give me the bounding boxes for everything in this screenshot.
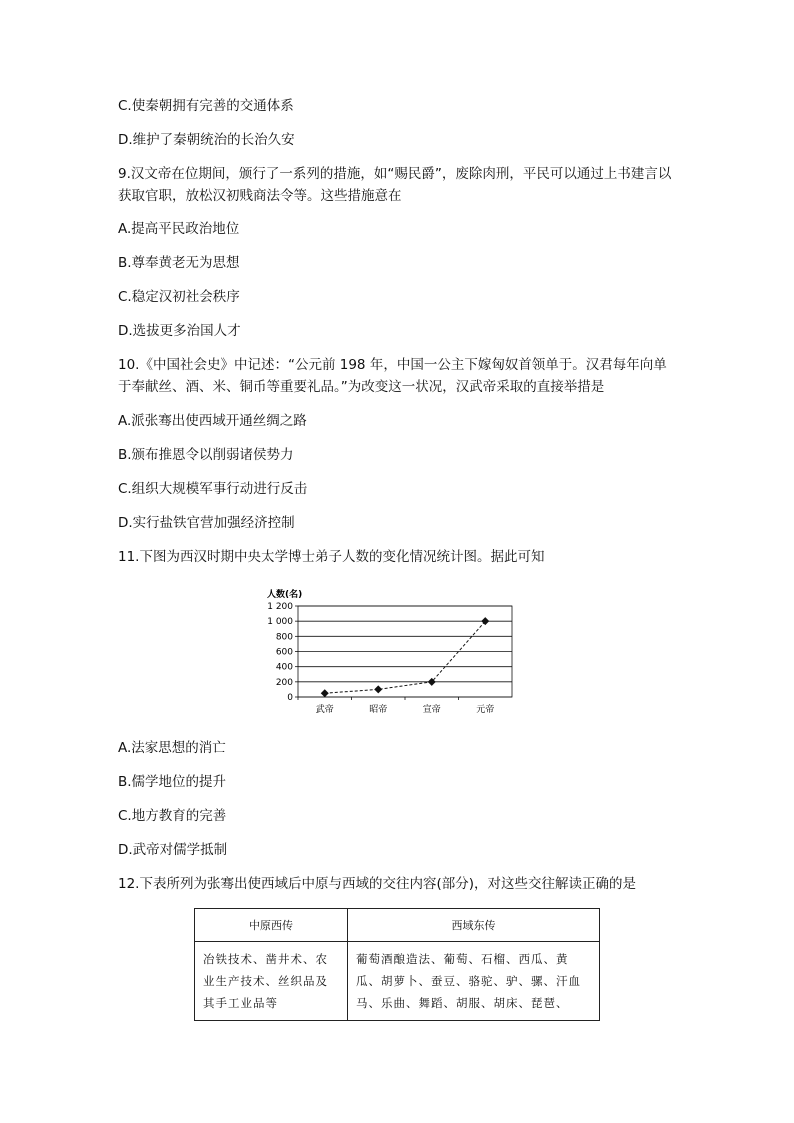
x-tick-label: 元帝 xyxy=(476,705,495,715)
option-9d: D.选拔更多治国人才 xyxy=(118,323,241,339)
option-11d: D.武帝对儒学抵制 xyxy=(118,842,228,858)
y-tick-label: 600 xyxy=(275,647,293,658)
option-9c: C.稳定汉初社会秩序 xyxy=(118,289,240,305)
y-tick-label: 1 000 xyxy=(267,617,293,628)
data-point xyxy=(374,685,382,693)
y-tick-label: 400 xyxy=(275,662,293,673)
y-tick-label: 1 200 xyxy=(267,602,293,612)
x-tick-label: 武帝 xyxy=(315,705,334,715)
question-10-stem: 10.《中国社会史》中记述：“公元前 198 年，中国一公主下嫁匈奴首领单于。汉君每年向单于奉献丝、酒、米、铜币等重要礼品。”为改变这一状况，汉武帝采取的直接举措是 xyxy=(118,357,667,395)
option-8c: C.使秦朝拥有完善的交通体系 xyxy=(118,98,294,114)
cell-eastward-items: 葡萄酒酿造法、葡萄、石榴、西瓜、黄瓜、胡萝卜、蚕豆、骆驼、驴、骡、汗血马、乐曲、舞蹈、胡服、胡床、琵琶、 xyxy=(348,942,600,1021)
x-tick-label: 宣帝 xyxy=(422,705,441,715)
exchange-table xyxy=(194,908,600,1021)
option-10b: B.颁布推恩令以削弱诸侯势力 xyxy=(118,447,294,463)
student-count-chart xyxy=(258,584,528,724)
option-8d: D.维护了秦朝统治的长治久安 xyxy=(118,132,295,148)
option-10c: C.组织大规模军事行动进行反击 xyxy=(118,481,308,497)
option-9b: B.尊奉黄老无为思想 xyxy=(118,255,240,271)
y-tick-label: 0 xyxy=(287,693,293,703)
chart-y-ticks xyxy=(267,602,298,703)
option-11b: B.儒学地位的提升 xyxy=(118,774,227,790)
option-11c: C.地方教育的完善 xyxy=(118,808,227,824)
question-11-stem: 11.下图为西汉时期中央太学博士弟子人数的变化情况统计图。据此可知 xyxy=(118,549,545,565)
option-11a: A.法家思想的消亡 xyxy=(118,740,226,756)
option-10d: D.实行盐铁官营加强经济控制 xyxy=(118,515,295,531)
option-10a: A.派张骞出使西域开通丝绸之路 xyxy=(118,413,307,429)
y-axis-label: 人数(名) xyxy=(267,590,303,600)
data-point xyxy=(321,689,329,697)
question-12-stem: 12.下表所列为张骞出使西域后中原与西域的交往内容(部分)，对这些交往解读正确的是 xyxy=(118,876,637,892)
question-9-stem: 9.汉文帝在位期间，颁行了一系列的措施，如“赐民爵”，废除肉刑，平民可以通过上书建言以获取官职，放松汉初贱商法令等。这些措施意在 xyxy=(118,166,672,204)
y-tick-label: 800 xyxy=(275,632,293,643)
table-row xyxy=(195,942,600,1021)
y-tick-label: 200 xyxy=(275,677,293,688)
option-9a: A.提高平民政治地位 xyxy=(118,221,240,237)
header-central-plains-west: 中原西传 xyxy=(195,909,348,942)
cell-westward-items: 冶铁技术、凿井术、农业生产技术、丝织品及其手工业品等 xyxy=(195,942,348,1021)
table-header-row xyxy=(195,909,600,942)
chart-x-ticks xyxy=(298,697,494,715)
series-line xyxy=(325,621,486,693)
x-tick-label: 昭帝 xyxy=(369,705,388,715)
header-western-regions-east: 西域东传 xyxy=(348,909,600,942)
chart-grid xyxy=(298,606,512,697)
data-point xyxy=(481,617,489,625)
